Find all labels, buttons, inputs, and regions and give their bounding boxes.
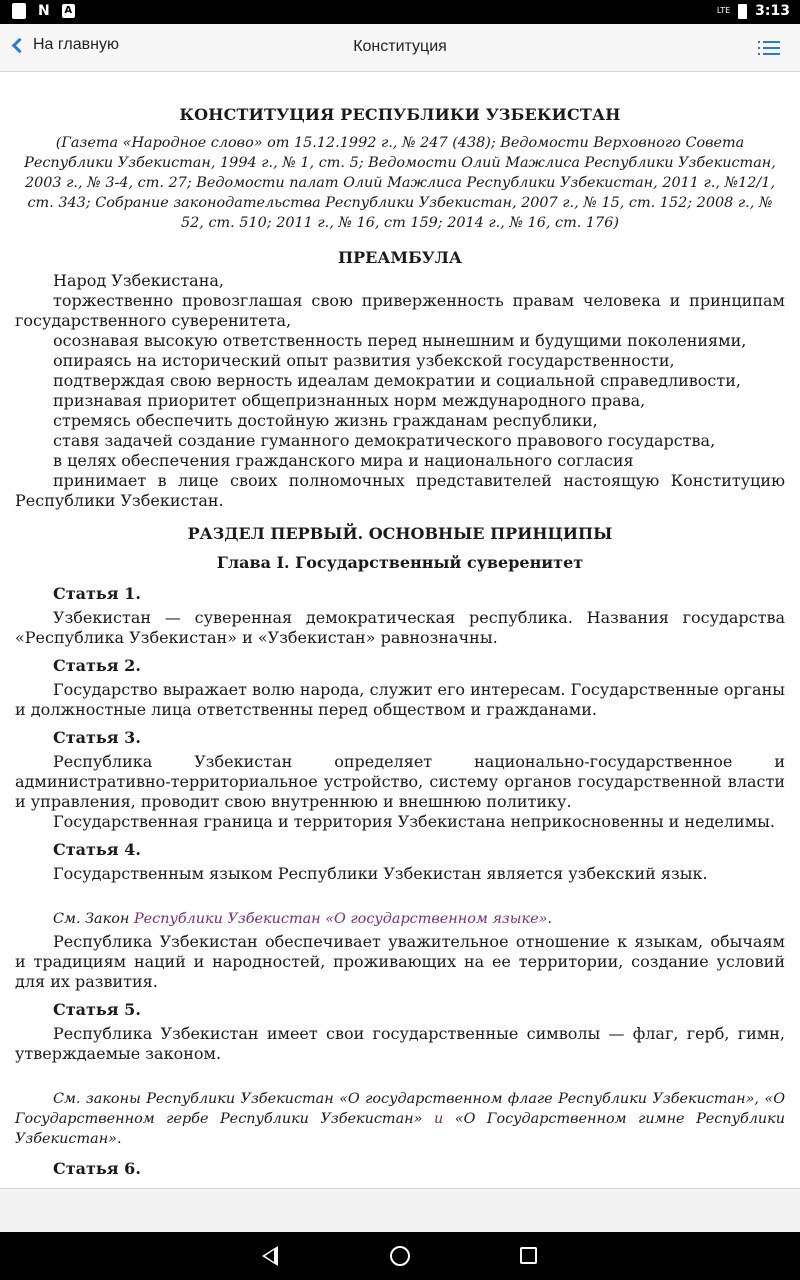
document-sources: (Газета «Народное слово» от 15.12.1992 г., № 247 (438); Ведомости Верховного Совета Республики Узбекистан, 1994 г., № 1, ст. 5; Ведомости Олий Мажлиса Республики Узбекистан, 2003 г., № 3-4, ст. 27; Ведомости палат Олий Мажлиса Республики Узбекистан, 2011 г., №12/1, ст. 343; Собрание законодательства Республики Узбекистан, 2007 г., № 15, ст. 152; 2008 г., № 52, ст. 510; 2011 г., № 16, ст 159; 2014 г., № 16, ст. 176) — [24, 135, 776, 231]
article-5-title: Статья 5. — [53, 1000, 141, 1019]
article-4-title: Статья 4. — [53, 840, 141, 859]
preamble-line: подтверждая свою верность идеалам демократии и социальной справедливости, — [53, 371, 741, 390]
article-1-title: Статья 1. — [53, 584, 141, 603]
network-type: LTE — [716, 6, 731, 15]
preamble-line: в целях обеспечения гражданского мира и национального согласия — [53, 451, 634, 470]
article-4-note: См. Закон Республики Узбекистан «О государственном языке». — [53, 911, 552, 927]
table-of-contents-button[interactable] — [758, 40, 780, 56]
app-bar — [0, 24, 800, 72]
preamble-line: стремясь обеспечить достойную жизнь гражданам республики, — [53, 411, 598, 430]
bottom-toolbar — [0, 1188, 800, 1232]
preamble-line: опираясь на исторический опыт развития узбекской государственности, — [53, 351, 675, 370]
nav-back-icon[interactable] — [262, 1246, 278, 1266]
back-label: На главную — [33, 36, 119, 53]
preamble — [15, 271, 785, 511]
article-4-text: Государственным языком Республики Узбекистан является узбекский язык. — [53, 864, 708, 883]
document-title: КОНСТИТУЦИЯ РЕСПУБЛИКИ УЗБЕКИСТАН — [179, 105, 621, 124]
article-3-text: Республика Узбекистан определяет национально-государственное и административно-территориальное устройство, систему органов государственной власти и управления, проводит свою внутреннюю и внешнюю политику. — [15, 752, 785, 811]
list-menu-icon — [763, 41, 780, 43]
preamble-title: ПРЕАМБУЛА — [338, 248, 462, 267]
section-title: РАЗДЕЛ ПЕРВЫЙ. ОСНОВНЫЕ ПРИНЦИПЫ — [187, 524, 613, 543]
preamble-line: Народ Узбекистана, — [53, 271, 224, 290]
sd-card-icon — [12, 3, 26, 19]
article-2-title: Статья 2. — [53, 656, 141, 675]
battery-icon — [738, 4, 747, 19]
article-4-text: Республика Узбекистан обеспечивает уважительное отношение к языкам, обычаям и традициям наций и народностей, проживающих на ее территории, создание условий для их развития. — [15, 932, 785, 991]
nav-home-icon[interactable] — [390, 1246, 410, 1266]
preamble-line: признавая приоритет общепризнанных норм международного права, — [53, 391, 646, 410]
preamble-line: торжественно провозглашая свою приверженность правам человека и принципам государственного суверенитета, — [15, 291, 785, 330]
article-3-title: Статья 3. — [53, 728, 141, 747]
article-3-text: Государственная граница и территория Узбекистана неприкосновенны и неделимы. — [53, 812, 775, 831]
preamble-line: принимает в лице своих полномочных представителей настоящую Конституцию Республики Узбекистан. — [15, 471, 785, 510]
nav-recent-apps-icon[interactable] — [520, 1247, 537, 1264]
a-icon: A — [62, 4, 75, 18]
laws-and-link[interactable]: и — [433, 1111, 444, 1127]
article-1-text: Узбекистан — суверенная демократическая республика. Названия государства «Республика Узбекистан» и «Узбекистан» равнозначны. — [15, 608, 785, 647]
system-nav-bar — [0, 1232, 800, 1280]
preamble-line: ставя задачей создание гуманного демократического правового государства, — [53, 431, 716, 450]
language-law-link[interactable]: Республики Узбекистан «О государственном языке» — [133, 911, 548, 927]
document-content[interactable] — [0, 73, 800, 1188]
preamble-line: осознавая высокую ответственность перед нынешним и будущими поколениями, — [53, 331, 747, 350]
article-5-note: См. законы Республики Узбекистан «О государственном флаге Республики Узбекистан», «О Государственном гербе Республики Узбекистан» и «О Государственном гимне Республики Узбекистан». — [15, 1091, 786, 1147]
article-5-text: Республика Узбекистан имеет свои государственные символы — флаг, герб, гимн, утверждаемые законом. — [15, 1024, 785, 1063]
n-icon: N — [38, 3, 50, 19]
article-2-text: Государство выражает волю народа, служит его интересам. Государственные органы и должностные лица ответственны перед обществом и гражданами. — [15, 680, 785, 719]
article-6-title: Статья 6. — [53, 1159, 141, 1178]
status-bar — [0, 0, 800, 24]
chapter-title: Глава I. Государственный суверенитет — [216, 553, 584, 572]
clock: 3:13 — [755, 3, 790, 19]
page-title: Конституция — [353, 38, 447, 55]
